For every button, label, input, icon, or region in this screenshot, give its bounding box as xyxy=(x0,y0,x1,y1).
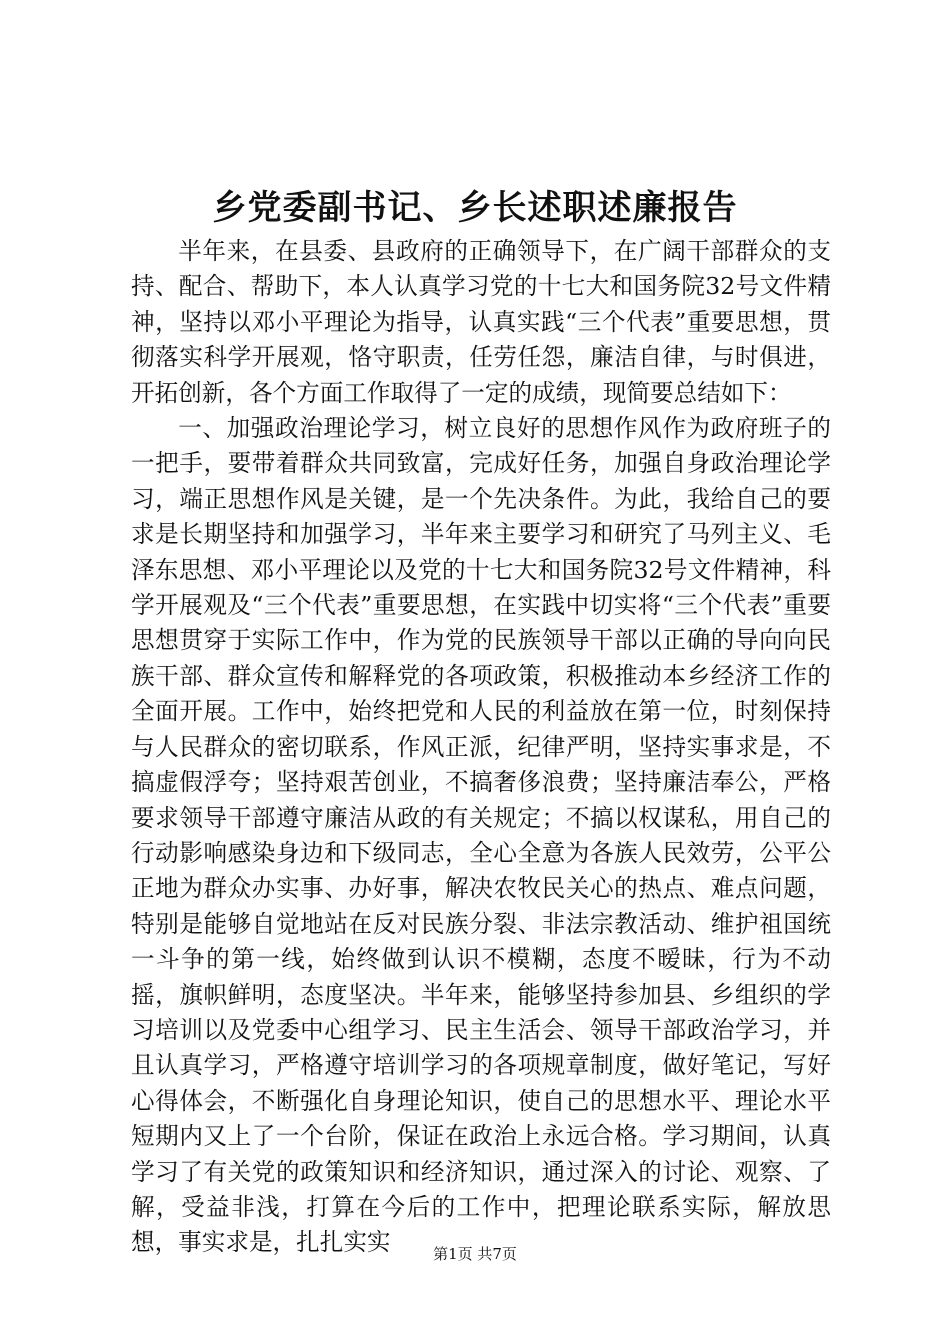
document-body xyxy=(131,234,831,1261)
page-number-footer: 第1页 共7页 xyxy=(433,1245,517,1263)
paragraph-intro: 半年来，在县委、县政府的正确领导下，在广阔干部群众的支持、配合、帮助下，本人认真学习党的十七大和国务院32号文件精神，坚持以邓小平理论为指导，认真实践“三个代表”重要思想，贯彻落实科学开展观，恪守职责，任劳任怨，廉洁自律，与时俱进，开拓创新，各个方面工作取得了一定的成绩，现简要总结如下： xyxy=(131,237,831,407)
document-title: 乡党委副书记、乡长述职述廉报告 xyxy=(212,188,738,228)
paragraph-section-one: 一、加强政治理论学习，树立良好的思想作风作为政府班子的一把手，要带着群众共同致富，完成好任务，加强自身政治理论学习，端正思想作风是关键，是一个先决条件。为此，我给自己的要求是长期坚持和加强学习，半年来主要学习和研究了马列主义、毛泽东思想、邓小平理论以及党的十七大和国务院32号文件精神，科学开展观及“三个代表”重要思想，在实践中切实将“三个代表”重要思想贯穿于实际工作中，作为党的民族领导干部以正确的导向向民族干部、群众宣传和解释党的各项政策，积极推动本乡经济工作的全面开展。工作中，始终把党和人民的利益放在第一位，时刻保持与人民群众的密切联系，作风正派，纪律严明，坚持实事求是，不搞虚假浮夸；坚持艰苦创业，不搞奢侈浪费；坚持廉洁奉公，严格要求领导干部遵守廉洁从政的有关规定；不搞以权谋私，用自己的行动影响感染身边和下级同志，全心全意为各族人民效劳，公平公正地为群众办实事、办好事，解决农牧民关心的热点、难点问题，特别是能够自觉地站在反对民族分裂、非法宗教活动、维护祖国统一斗争的第一线，始终做到认识不模糊，态度不暧昧，行为不动摇，旗帜鲜明，态度坚决。半年来，能够坚持参加县、乡组织的学习培训以及党委中心组学习、民主生活会、领导干部政治学习，并且认真学习，严格遵守培训学习的各项规章制度，做好笔记，写好心得体会，不断强化自身理论知识，使自己的思想水平、理论水平短期内又上了一个台阶，保证在政治上永远合格。学习期间，认真学习了有关党的政策知识和经济知识，通过深入的讨论、观察、了解，受益非浅，打算在今后的工作中，把理论联系实际，解放思想，事实求是，扎扎实实 xyxy=(131,414,831,1257)
